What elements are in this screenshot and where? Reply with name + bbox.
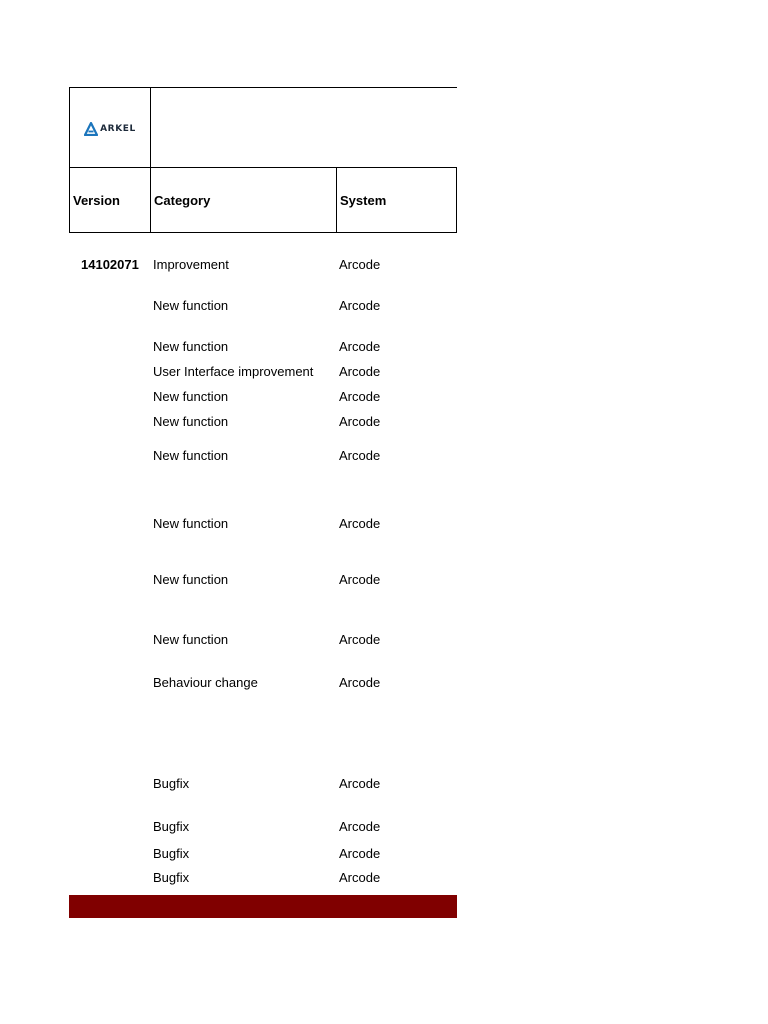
cell-system: Arcode [339, 632, 381, 647]
cell-category: Bugfix [153, 846, 190, 861]
cell-category: Bugfix [153, 819, 190, 834]
cell-category: Bugfix [153, 776, 190, 791]
cell-category: New function [153, 298, 229, 313]
cell-category: Improvement [153, 257, 229, 272]
table-row [69, 414, 457, 432]
cell-category: New function [153, 389, 229, 404]
cell-category: User Interface improvement [153, 364, 314, 379]
table-row [69, 516, 457, 534]
logo-row [69, 87, 457, 168]
cell-system: Arcode [339, 776, 381, 791]
cell-system: Arcode [339, 389, 381, 404]
table-row [69, 389, 457, 407]
cell-system: Arcode [339, 572, 381, 587]
cell-system: Arcode [339, 298, 381, 313]
cell-system: Arcode [339, 846, 381, 861]
arkel-logo [84, 122, 136, 136]
table-row [69, 339, 457, 357]
cell-category: New function [153, 414, 229, 429]
table-header [69, 167, 457, 233]
table-row [69, 257, 457, 275]
cell-system: Arcode [339, 339, 381, 354]
table-row [69, 776, 457, 794]
table-row [69, 364, 457, 382]
cell-category: Bugfix [153, 870, 190, 885]
footer-bar [69, 895, 457, 918]
column-header-category: Category [151, 168, 337, 232]
cell-category: New function [153, 339, 229, 354]
cell-system: Arcode [339, 819, 381, 834]
table-row [69, 870, 457, 888]
cell-category: New function [153, 448, 229, 463]
table-row [69, 675, 457, 693]
cell-system: Arcode [339, 516, 381, 531]
logo-cell [70, 88, 151, 169]
cell-system: Arcode [339, 414, 381, 429]
cell-category: New function [153, 516, 229, 531]
cell-category: New function [153, 572, 229, 587]
cell-version: 14102071 [81, 257, 139, 272]
column-header-system: System [340, 192, 387, 208]
cell-system: Arcode [339, 364, 381, 379]
table-row [69, 298, 457, 316]
cell-system: Arcode [339, 448, 381, 463]
cell-category: Behaviour change [153, 675, 258, 690]
table-row [69, 448, 457, 466]
logo-text: ARKEL [100, 123, 136, 134]
cell-system: Arcode [339, 870, 381, 885]
column-header-version: Version [70, 168, 151, 232]
table-row [69, 846, 457, 864]
table-row [69, 819, 457, 837]
cell-category: New function [153, 632, 229, 647]
table-row [69, 632, 457, 650]
cell-system: Arcode [339, 675, 381, 690]
cell-system: Arcode [339, 257, 381, 272]
arkel-logo-icon [84, 122, 98, 136]
table-row [69, 572, 457, 590]
